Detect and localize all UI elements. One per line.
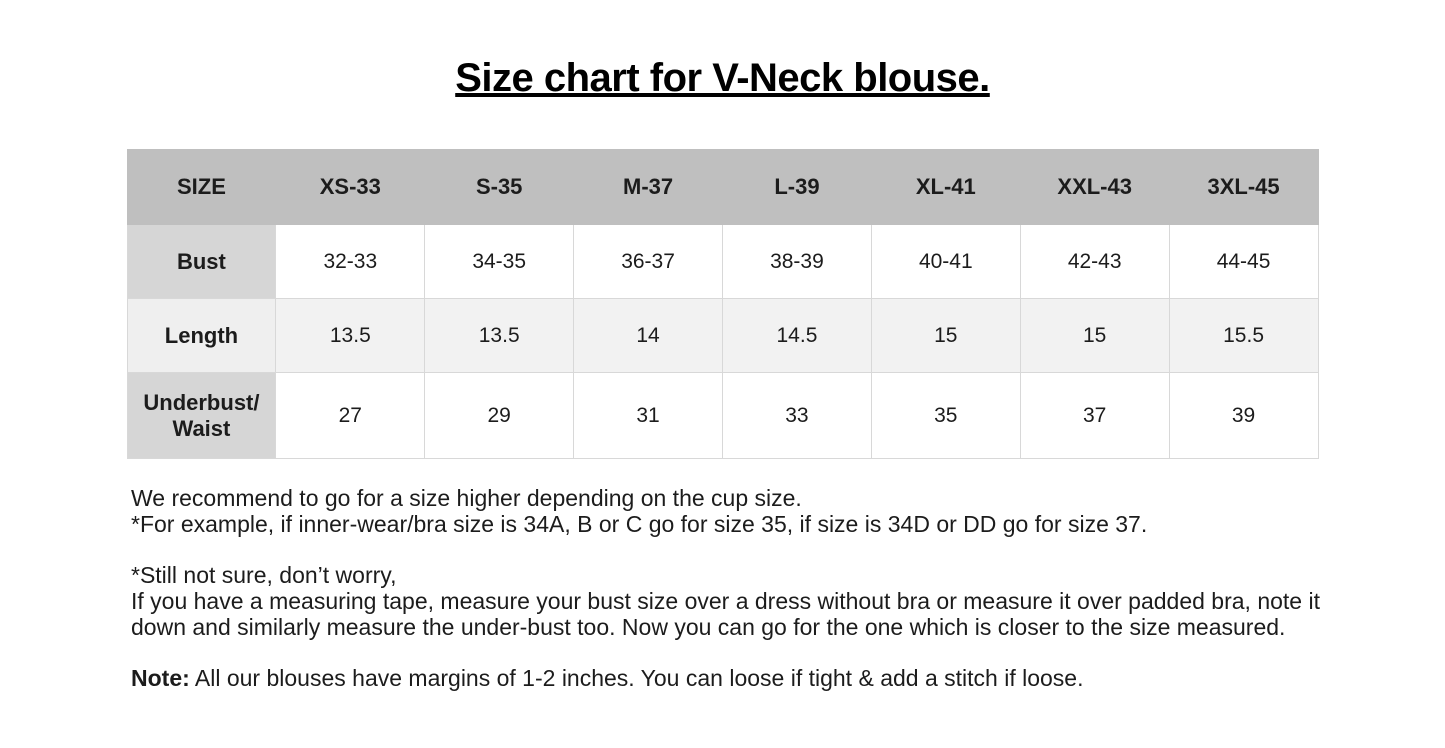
cell-underbust-xs: 27	[276, 373, 425, 459]
cell-length-xs: 13.5	[276, 299, 425, 373]
cell-length-l: 14.5	[723, 299, 872, 373]
table-row	[127, 373, 1318, 459]
note-recommendation: We recommend to go for a size higher depending on the cup size.	[131, 485, 802, 511]
column-header-xl: XL-41	[871, 150, 1020, 225]
cell-length-xl: 15	[871, 299, 1020, 373]
column-header-3xl: 3XL-45	[1169, 150, 1318, 225]
column-header-l: L-39	[723, 150, 872, 225]
note-not-sure: *Still not sure, don’t worry,	[131, 561, 397, 588]
cell-underbust-3xl: 39	[1169, 373, 1318, 459]
table-row	[127, 299, 1318, 373]
row-header-length: Length	[127, 299, 276, 373]
cell-bust-3xl: 44-45	[1169, 225, 1318, 299]
size-chart-table-wrapper	[127, 149, 1319, 459]
row-header-underbust-waist: Underbust/ Waist	[127, 373, 276, 459]
table-header-row	[127, 150, 1318, 225]
cell-length-m: 14	[574, 299, 723, 373]
cell-bust-s: 34-35	[425, 225, 574, 299]
note-label: Note:	[131, 664, 190, 691]
cell-underbust-m: 31	[574, 373, 723, 459]
cell-length-xxl: 15	[1020, 299, 1169, 373]
cell-length-3xl: 15.5	[1169, 299, 1318, 373]
table-body	[127, 225, 1318, 459]
table-row	[127, 225, 1318, 299]
cell-bust-xxl: 42-43	[1020, 225, 1169, 299]
cell-underbust-xxl: 37	[1020, 373, 1169, 459]
note-body: All our blouses have margins of 1-2 inches. You can loose if tight & add a stitch if loose.	[189, 664, 1084, 691]
note-example: *For example, if inner-wear/bra size is 34A, B or C go for size 35, if size is 34D or DD go for size 37.	[131, 510, 1148, 537]
notes-spacer	[131, 537, 1381, 562]
row-header-bust: Bust	[127, 225, 276, 299]
note-margin	[131, 665, 1381, 691]
notes-spacer	[131, 640, 1381, 665]
column-header-xxl: XXL-43	[1020, 150, 1169, 225]
column-header-xs: XS-33	[276, 150, 425, 225]
page-title: Size chart for V-Neck blouse.	[455, 56, 990, 100]
cell-underbust-xl: 35	[871, 373, 1020, 459]
cell-bust-xl: 40-41	[871, 225, 1020, 299]
cell-bust-l: 38-39	[723, 225, 872, 299]
column-header-m: M-37	[574, 150, 723, 225]
cell-underbust-s: 29	[425, 373, 574, 459]
cell-bust-xs: 32-33	[276, 225, 425, 299]
cell-length-s: 13.5	[425, 299, 574, 373]
size-chart-table	[127, 149, 1319, 459]
column-header-size: SIZE	[127, 150, 276, 225]
notes-section	[131, 485, 1381, 691]
column-header-s: S-35	[425, 150, 574, 225]
cell-bust-m: 36-37	[574, 225, 723, 299]
table-header	[127, 150, 1318, 225]
note-measuring-tape: If you have a measuring tape, measure your bust size over a dress without bra or measure it over padded bra, note it down and similarly measure the under-bust too. Now you can go for the one which is closer to the size measured.	[131, 587, 1320, 640]
cell-underbust-l: 33	[723, 373, 872, 459]
